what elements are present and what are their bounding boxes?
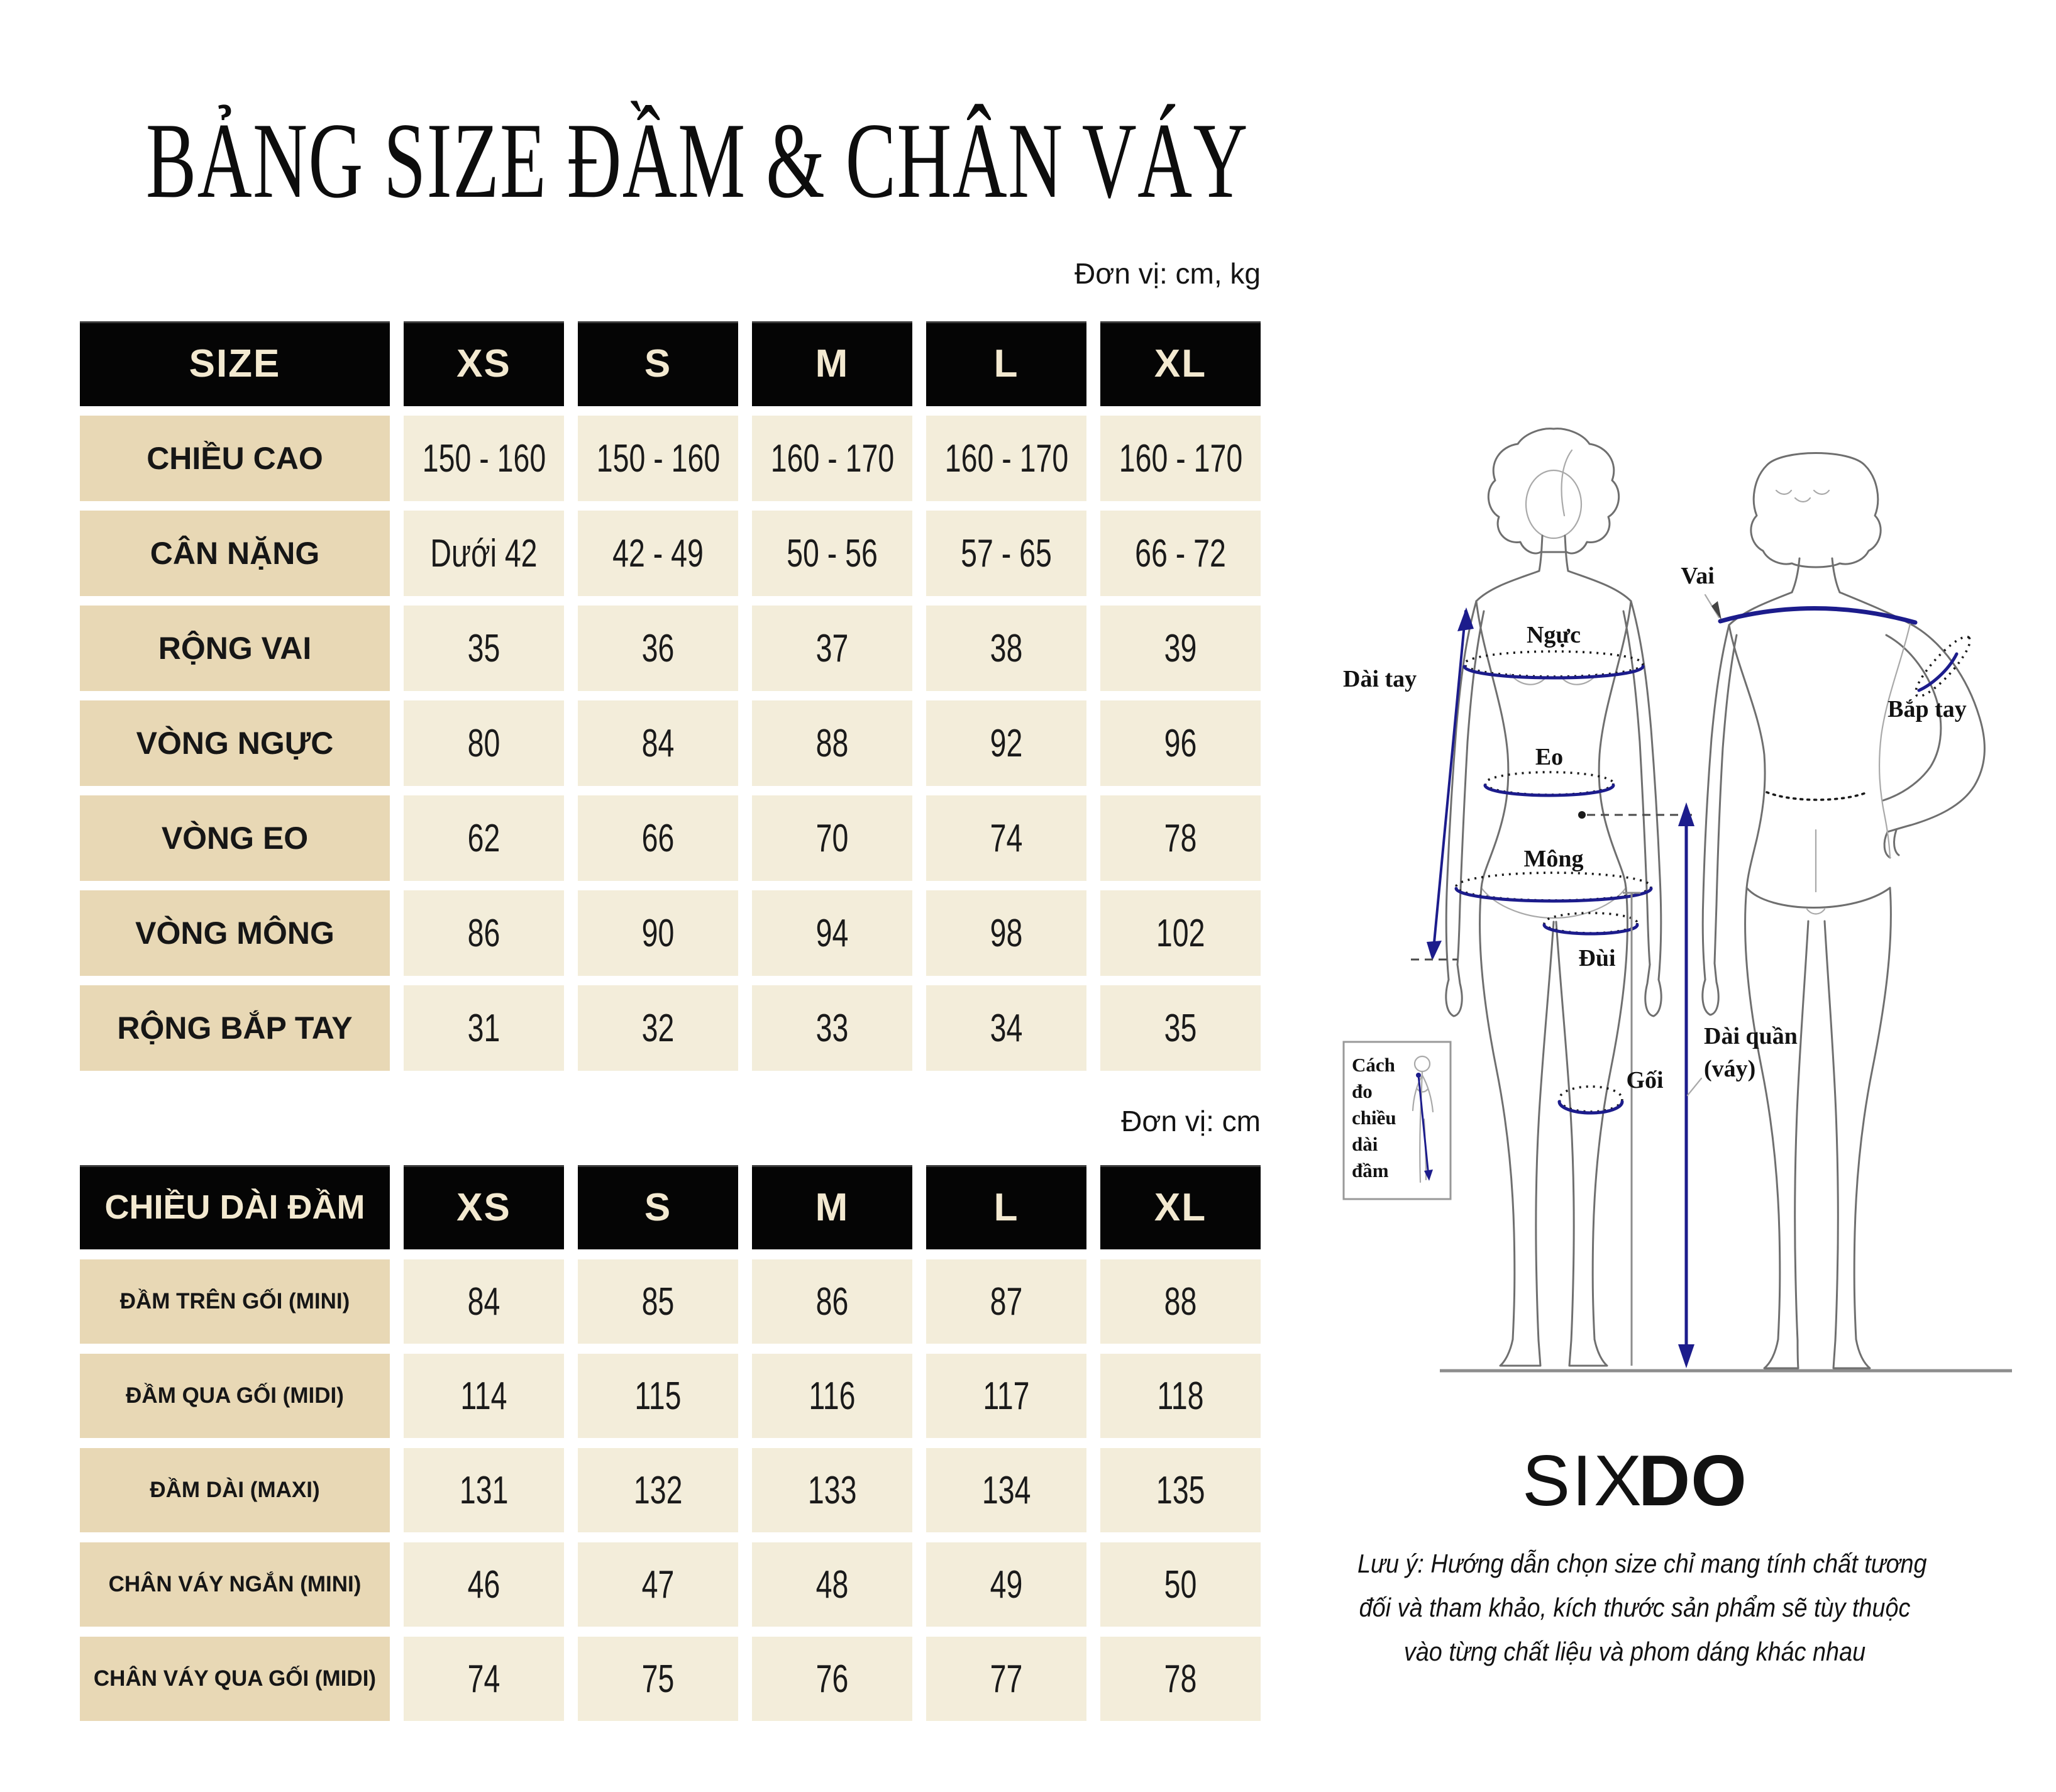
label-hip: Mông	[1523, 846, 1584, 872]
table-cell: 78	[1100, 1637, 1261, 1721]
table-cell: 88	[752, 700, 912, 786]
table-cell: 34	[926, 985, 1086, 1071]
table-cell: 70	[752, 795, 912, 881]
row-label-vong-mong: VÒNG MÔNG	[80, 890, 390, 976]
label-thigh: Đùi	[1578, 945, 1616, 971]
row-label-chieu-cao: CHIỀU CAO	[80, 416, 390, 501]
size-table-header-cell: XS	[404, 321, 564, 406]
table-cell: 36	[578, 606, 738, 691]
label-skirt-length-1: Dài quần	[1704, 1023, 1798, 1049]
table-cell: 160 - 170	[1100, 416, 1261, 501]
length-table	[80, 1165, 1261, 1721]
row-label-dam-tren-goi: ĐẦM TRÊN GỐI (MINI)	[80, 1259, 390, 1344]
measure-guide-inset	[1344, 1042, 1451, 1199]
table-cell: 134	[926, 1448, 1086, 1532]
label-shoulder: Vai	[1681, 563, 1715, 589]
table-cell: 118	[1100, 1354, 1261, 1438]
table-cell: 48	[752, 1542, 912, 1627]
size-table-header-cell: L	[926, 321, 1086, 406]
table-cell: 66	[578, 795, 738, 881]
table-cell: 132	[578, 1448, 738, 1532]
inset-label-line: dài	[1352, 1133, 1378, 1155]
note-line: vào từng chất liệu và phom dáng khác nhau	[1403, 1637, 1866, 1666]
note-line: Lưu ý: Hướng dẫn chọn size chỉ mang tính chất tương	[1357, 1549, 1927, 1578]
label-skirt-length-2: (váy)	[1704, 1056, 1756, 1082]
inset-label-line: đầm	[1352, 1159, 1389, 1181]
table-cell: 32	[578, 985, 738, 1071]
logo-do: DO	[1638, 1441, 1747, 1521]
table-cell: 133	[752, 1448, 912, 1532]
table-cell: 57 - 65	[926, 511, 1086, 596]
table-cell: 35	[404, 606, 564, 691]
row-label-vong-nguc: VÒNG NGỰC	[80, 700, 390, 786]
table-cell: 102	[1100, 890, 1261, 976]
table-cell: 117	[926, 1354, 1086, 1438]
table-cell: 150 - 160	[404, 416, 564, 501]
table-cell: 84	[404, 1259, 564, 1344]
inset-label-line: Cách	[1352, 1054, 1395, 1076]
label-knee: Gối	[1626, 1067, 1664, 1093]
label-bicep: Bắp tay	[1887, 696, 1967, 722]
table-cell: 74	[404, 1637, 564, 1721]
table-cell: 86	[752, 1259, 912, 1344]
table-cell: 38	[926, 606, 1086, 691]
table-cell: 39	[1100, 606, 1261, 691]
table-cell: 160 - 170	[926, 416, 1086, 501]
length-table-header-cell: XS	[404, 1165, 564, 1249]
body-measurement-diagram	[1289, 390, 2056, 1408]
row-label-chan-vay-ngan: CHÂN VÁY NGẮN (MINI)	[80, 1542, 390, 1627]
table-cell: 50	[1100, 1542, 1261, 1627]
back-figure-outline	[1703, 453, 1985, 1369]
table-cell: 78	[1100, 795, 1261, 881]
table-cell: 86	[404, 890, 564, 976]
note-line: đối và tham khảo, kích thước sản phẩm sẽ tùy thuộc	[1359, 1593, 1911, 1622]
table-cell: 92	[926, 700, 1086, 786]
row-label-rong-bap-tay: RỘNG BẮP TAY	[80, 985, 390, 1071]
table-cell: 46	[404, 1542, 564, 1627]
table-cell: 76	[752, 1637, 912, 1721]
page-title: BẢNG SIZE ĐẦM & CHÂN VÁY	[146, 101, 1249, 221]
table-cell: 47	[578, 1542, 738, 1627]
table-cell: 98	[926, 890, 1086, 976]
table-cell: 90	[578, 890, 738, 976]
table-cell: 96	[1100, 700, 1261, 786]
disclaimer-note	[1327, 1542, 1943, 1674]
length-table-header-cell: CHIỀU DÀI ĐẦM	[80, 1165, 390, 1249]
table-cell: 31	[404, 985, 564, 1071]
inset-label-line: chiều	[1352, 1107, 1396, 1129]
table-cell: 84	[578, 700, 738, 786]
table-cell: 94	[752, 890, 912, 976]
table-cell: 116	[752, 1354, 912, 1438]
label-arm-length: Dài tay	[1343, 666, 1417, 692]
skirt-length-arrow	[1678, 802, 1701, 1368]
length-table-header-cell: S	[578, 1165, 738, 1249]
table-cell: 88	[1100, 1259, 1261, 1344]
size-table	[80, 321, 1261, 1071]
size-table-header-cell: XL	[1100, 321, 1261, 406]
table-cell: 74	[926, 795, 1086, 881]
label-bust: Ngực	[1526, 622, 1581, 648]
length-table-header-cell: XL	[1100, 1165, 1261, 1249]
row-label-rong-vai: RỘNG VAI	[80, 606, 390, 691]
table-cell: 66 - 72	[1100, 511, 1261, 596]
row-label-vong-eo: VÒNG EO	[80, 795, 390, 881]
unit-label-size-table: Đơn vị: cm, kg	[1075, 257, 1261, 290]
size-table-header-cell: SIZE	[80, 321, 390, 406]
table-cell: 150 - 160	[578, 416, 738, 501]
table-cell: 114	[404, 1354, 564, 1438]
table-cell: 135	[1100, 1448, 1261, 1532]
table-cell: 33	[752, 985, 912, 1071]
table-cell: 50 - 56	[752, 511, 912, 596]
table-cell: 85	[578, 1259, 738, 1344]
label-waist: Eo	[1535, 744, 1564, 770]
row-label-can-nang: CÂN NẶNG	[80, 511, 390, 596]
table-cell: 37	[752, 606, 912, 691]
inset-label-line: đo	[1352, 1080, 1373, 1102]
table-cell: 35	[1100, 985, 1261, 1071]
row-label-dam-dai: ĐẦM DÀI (MAXI)	[80, 1448, 390, 1532]
size-table-header-cell: S	[578, 321, 738, 406]
table-cell: Dưới 42	[404, 511, 564, 596]
table-cell: 77	[926, 1637, 1086, 1721]
size-table-header-cell: M	[752, 321, 912, 406]
table-cell: 160 - 170	[752, 416, 912, 501]
table-cell: 115	[578, 1354, 738, 1438]
logo-six: SIX	[1522, 1441, 1644, 1521]
length-table-header-cell: M	[752, 1165, 912, 1249]
table-cell: 80	[404, 700, 564, 786]
unit-label-length-table: Đơn vị: cm	[1121, 1105, 1261, 1137]
table-cell: 87	[926, 1259, 1086, 1344]
table-cell: 49	[926, 1542, 1086, 1627]
table-cell: 131	[404, 1448, 564, 1532]
table-cell: 62	[404, 795, 564, 881]
row-label-chan-vay-qua-goi: CHÂN VÁY QUA GỐI (MIDI)	[80, 1637, 390, 1721]
row-label-dam-qua-goi: ĐẦM QUA GỐI (MIDI)	[80, 1354, 390, 1438]
table-cell: 75	[578, 1637, 738, 1721]
table-cell: 42 - 49	[578, 511, 738, 596]
length-table-header-cell: L	[926, 1165, 1086, 1249]
sixdo-logo	[1496, 1440, 1773, 1522]
